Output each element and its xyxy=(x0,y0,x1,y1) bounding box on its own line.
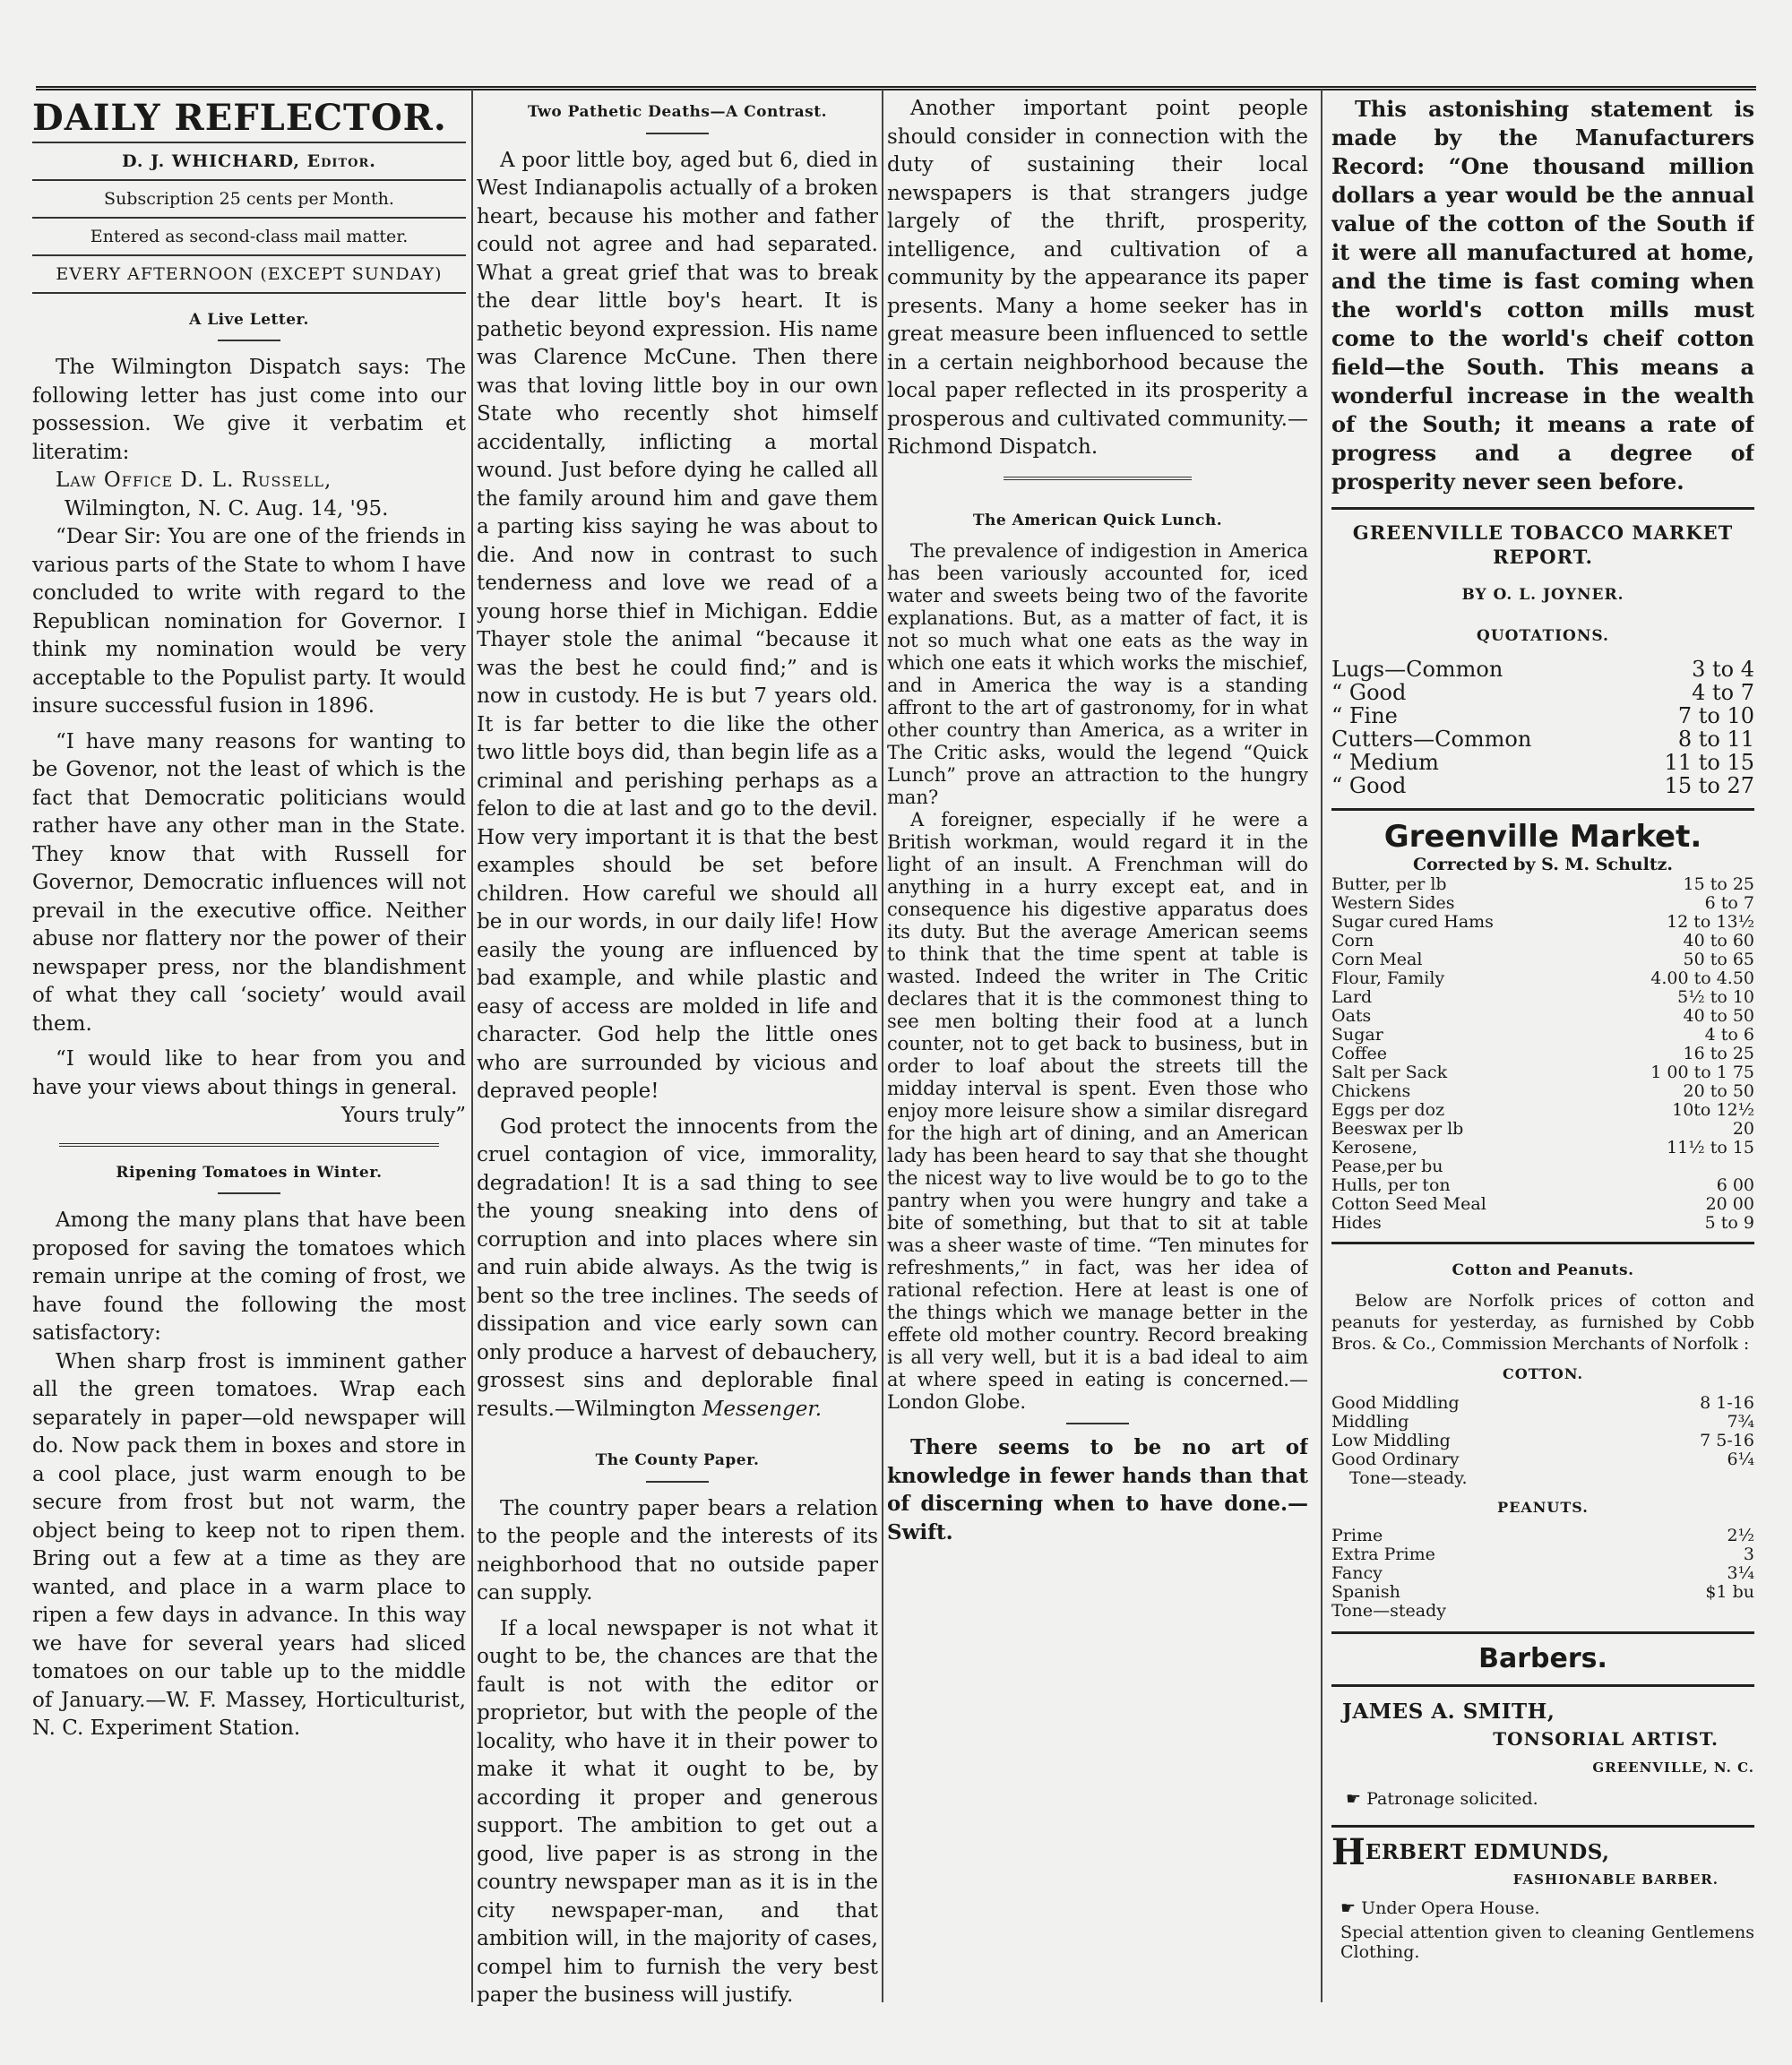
cotton-label: COTTON. xyxy=(1502,1365,1584,1382)
price-label: Prime xyxy=(1331,1526,1383,1545)
price-label: “ Medium xyxy=(1331,750,1439,775)
county-paper-p1: The country paper bears a relation to the people and the interests of its neighborhood that no outside paper can supply. xyxy=(477,1496,878,1605)
price-row xyxy=(1331,1026,1754,1045)
price-row xyxy=(1331,1195,1754,1214)
section-rule xyxy=(1331,1684,1754,1687)
barbers-title: Barbers. xyxy=(1478,1643,1607,1674)
price-row xyxy=(1331,1527,1754,1545)
price-label: Sugar cured Hams xyxy=(1331,911,1494,932)
price-value: 7 to 10 xyxy=(1677,703,1754,728)
masthead-subscription: Subscription 25 cents per Month. xyxy=(32,179,466,217)
price-value: 6¼ xyxy=(1727,1449,1754,1469)
price-row xyxy=(1331,1045,1754,1063)
ad1-note-line xyxy=(1331,1785,1754,1814)
price-row xyxy=(1331,1450,1754,1469)
masthead-schedule: EVERY AFTERNOON (EXCEPT SUNDAY) xyxy=(32,254,466,294)
short-rule xyxy=(1066,1423,1129,1424)
price-label: Coffee xyxy=(1331,1043,1387,1063)
price-row xyxy=(1331,1120,1754,1139)
price-row xyxy=(1331,894,1754,913)
price-label: “ Fine xyxy=(1331,703,1398,728)
price-row xyxy=(1331,875,1754,894)
column-2 xyxy=(477,95,878,2011)
cotton-tone: Tone—steady. xyxy=(1349,1467,1468,1488)
price-row xyxy=(1331,1063,1754,1082)
price-row xyxy=(1331,1101,1754,1120)
quick-lunch-headline: The American Quick Lunch. xyxy=(972,511,1223,529)
ad1-town: GREENVILLE, N. C. xyxy=(1592,1759,1754,1776)
price-value: 15 to 25 xyxy=(1683,873,1754,894)
price-value: 16 to 25 xyxy=(1683,1043,1754,1063)
price-value: 12 to 13½ xyxy=(1667,911,1754,932)
price-label: Western Sides xyxy=(1331,892,1455,913)
price-label: Beeswax per lb xyxy=(1331,1118,1464,1139)
price-value: 5½ to 10 xyxy=(1677,986,1754,1007)
price-value: 6 to 7 xyxy=(1704,892,1754,913)
live-letter-p3: “I have many reasons for wanting to be Govenor, not the least of which is the fact that Democratic politicians would rather have any other man in the State. They know that with Russell for Governor, Democratic influences will not prevail in the executive office. Neither abuse nor flattery nor the power of their newspaper press, nor the blandishment of what they call ‘society’ would avail them. xyxy=(32,729,466,1036)
market-table xyxy=(1331,875,1754,1233)
price-row xyxy=(1331,969,1754,988)
section-rule xyxy=(1331,808,1754,811)
price-value: 20 00 xyxy=(1705,1193,1754,1214)
price-value: 10to 12½ xyxy=(1672,1099,1754,1120)
section-rule xyxy=(1331,507,1754,510)
masthead-editor: D. J. WHICHARD, Editor. xyxy=(32,142,466,179)
price-label: “ Good xyxy=(1331,680,1407,705)
price-row xyxy=(1331,1564,1754,1583)
column-rule xyxy=(1321,90,1322,2002)
ad2-title: FASHIONABLE BARBER. xyxy=(1512,1871,1719,1888)
price-label: Pease,per bu xyxy=(1331,1156,1443,1176)
masthead-mail: Entered as second-class mail matter. xyxy=(32,217,466,254)
column-rule xyxy=(471,90,473,2002)
cotton-statement: This astonishing statement is made by the Manufacturers Record: “One thousand million dollars a year would be the annual value of the cotton of the South if it were all manufactured at home, and the time is fast coming when the world's cotton mills must come to the world's cheif cotton field—the South. This means a wonderful increase in the wealth of the South; it means a rate of progress and a degree of prosperity never seen before. xyxy=(1331,96,1754,495)
tomatoes-p1: Among the many plans that have been proposed for saving the tomatoes which remain unripe at the coming of frost, we have found the following the most satisfactory: xyxy=(32,1209,466,1345)
price-label: “ Good xyxy=(1331,773,1407,798)
price-row xyxy=(1331,658,1754,681)
price-value: 40 to 50 xyxy=(1683,1005,1754,1026)
pathetic-source: Messenger. xyxy=(702,1397,823,1421)
price-label: Corn xyxy=(1331,930,1374,951)
hand-pointer-icon: ☛ xyxy=(1346,1789,1367,1809)
price-label: Butter, per lb xyxy=(1331,873,1447,894)
market-corrected: Corrected by S. M. Schultz. xyxy=(1412,854,1674,874)
price-label: Cutters—Common xyxy=(1331,727,1532,752)
live-letter-p1: The Wilmington Dispatch says: The following letter has just come into our possession. We give it verbatim et literatim: xyxy=(32,356,466,464)
live-letter-p4: “I would like to hear from you and have your views about things in general. xyxy=(32,1047,466,1099)
price-value: 11 to 15 xyxy=(1664,750,1754,775)
section-rule xyxy=(1331,1631,1754,1634)
tomatoes-headline: Ripening Tomatoes in Winter. xyxy=(116,1163,383,1182)
price-value: 4.00 to 4.50 xyxy=(1650,968,1754,988)
price-label: Hulls, per ton xyxy=(1331,1174,1451,1195)
price-row xyxy=(1331,1139,1754,1157)
price-label: Fancy xyxy=(1331,1563,1383,1583)
price-value: 3 to 4 xyxy=(1692,657,1754,682)
double-rule xyxy=(1004,477,1192,480)
short-rule xyxy=(646,133,709,134)
ad2-name: ERBERT EDMUNDS, xyxy=(1365,1839,1610,1864)
price-label: Spanish xyxy=(1331,1582,1400,1602)
ad2-heading xyxy=(1331,1831,1754,1873)
price-value: 20 to 50 xyxy=(1683,1080,1754,1101)
column-4 xyxy=(1331,95,1754,2011)
county-paper-p3: Another important point people should consider in connection with the duty of sustaining their local newspapers is that strangers judge largely of the thrift, prosperity, intelligence, and cultivation of a community by the appearance its paper presents. Many a home seeker has in great measure been influenced to settle in a certain neighborhood because the local paper reflected in its prosperity a prosperous and cultivated community.—Richmond Dispatch. xyxy=(887,97,1308,459)
live-letter-dateline: Wilmington, N. C. Aug. 14, '95. xyxy=(65,496,389,521)
pathetic-headline: Two Pathetic Deaths—A Contrast. xyxy=(528,103,827,121)
price-row xyxy=(1331,774,1754,797)
price-row xyxy=(1331,1214,1754,1233)
price-label: Salt per Sack xyxy=(1331,1062,1448,1082)
price-label: Low Middling xyxy=(1331,1430,1451,1450)
price-label: Middling xyxy=(1331,1411,1409,1432)
price-row xyxy=(1331,932,1754,951)
masthead-title: DAILY REFLECTOR. xyxy=(32,97,447,139)
price-value: 4 to 7 xyxy=(1692,680,1754,705)
cotton-peanuts-headline: Cotton and Peanuts. xyxy=(1452,1261,1634,1279)
live-letter-office: Law Office D. L. Russell, xyxy=(56,469,332,492)
ad1-name: JAMES A. SMITH, xyxy=(1342,1699,1555,1724)
column-3-body xyxy=(887,95,1308,2011)
price-label: Lugs—Common xyxy=(1331,657,1503,682)
price-row xyxy=(1331,751,1754,774)
live-letter-p2: “Dear Sir: You are one of the friends in various parts of the State to whom I have concluded to write with regard to the Republican nomination for Governor. I think my nomination would be very acceptable to the Populist party. It would insure successful fusion in 1896. xyxy=(32,525,466,718)
price-row xyxy=(1331,727,1754,751)
price-label: Corn Meal xyxy=(1331,949,1423,969)
price-row xyxy=(1331,1082,1754,1101)
price-label: Lard xyxy=(1331,986,1373,1007)
price-row xyxy=(1331,1413,1754,1432)
live-letter-closing: Yours truly” xyxy=(340,1104,466,1127)
peanut-tone: Tone—steady xyxy=(1331,1601,1446,1621)
price-value: 15 to 27 xyxy=(1664,773,1754,798)
price-label: Good Middling xyxy=(1331,1392,1460,1413)
ad1-title: TONSORIAL ARTIST. xyxy=(1493,1728,1719,1750)
column-rule xyxy=(882,90,883,2002)
column-1 xyxy=(32,95,466,2011)
tomatoes-p2: When sharp frost is imminent gather all the green tomatoes. Wrap each separately in paper—old newspaper will do. Now pack them in boxes and store in a cool place, just warm enough to be secure from frost but not warm, the object being to keep not to ripen them. Bring out a few at a time as they are wanted, and place in a warm place to ripen a few days in advance. In this way we have for several years had sliced tomatoes on our table up to the middle of January.—W. F. Massey, Horticulturist, N. C. Experiment Station. xyxy=(32,1349,466,1740)
tobacco-by: BY O. L. JOYNER. xyxy=(1461,586,1624,604)
cotton-table xyxy=(1331,1394,1754,1469)
peanut-table xyxy=(1331,1527,1754,1602)
price-row xyxy=(1331,1176,1754,1195)
price-label: Cotton Seed Meal xyxy=(1331,1193,1486,1214)
price-value: 20 xyxy=(1732,1118,1754,1139)
price-label: Oats xyxy=(1331,1005,1372,1026)
price-value: 3¼ xyxy=(1727,1563,1754,1583)
market-title: Greenville Market. xyxy=(1383,819,1702,855)
price-value: 8 1-16 xyxy=(1700,1392,1754,1413)
tobacco-title: GREENVILLE TOBACCO MARKET REPORT. xyxy=(1352,521,1734,568)
price-row xyxy=(1331,913,1754,932)
price-label: Sugar xyxy=(1331,1024,1383,1045)
price-row xyxy=(1331,704,1754,727)
price-label: Chickens xyxy=(1331,1080,1411,1101)
price-value: 2½ xyxy=(1727,1526,1754,1545)
price-row xyxy=(1331,1157,1754,1176)
ad2-initial: H xyxy=(1331,1831,1366,1873)
price-row xyxy=(1331,1583,1754,1602)
double-rule xyxy=(59,1143,439,1147)
section-rule xyxy=(1331,1242,1754,1244)
hand-pointer-icon: ☛ xyxy=(1340,1897,1362,1918)
pathetic-p2 xyxy=(477,1114,878,1424)
top-rule xyxy=(36,86,1756,90)
price-row xyxy=(1331,1545,1754,1564)
price-row xyxy=(1331,1432,1754,1450)
live-letter-headline: A Live Letter. xyxy=(189,310,309,329)
price-row xyxy=(1331,1007,1754,1026)
price-value: 7¾ xyxy=(1727,1411,1754,1432)
pathetic-p1: A poor little boy, aged but 6, died in West Indianapolis actually of a broken heart, because his mother and father could not agree and had separated. What a great grief that was to break the dear little boy's heart. It is pathetic beyond expression. His name was Clarence McCune. Then there was that loving little boy in our own State who recently shot himself accidentally, inflicting a mortal wound. Just before dying he called all the family around him and gave them a parting kiss saying he was about to die. And now in contrast to such tenderness and love we read of a young horse thief in Michigan. Eddie Thayer stole the animal “because it was the best he could find;” and is now in custody. He is but 7 years old. It is far better to die like the other two little boys did, than begin life as a criminal and perishing perhaps as a felon to die at last and go to the devil. How very important it is that the best examples should be set before children. How careful we should all be in our words, in our daily life! How easily the young are influenced by bad example, and while plastic and easy of access are molded in life and character. God help the little ones who are surrounded by vicious and depraved people! xyxy=(477,148,878,1103)
price-label: Kerosene, xyxy=(1331,1137,1417,1157)
price-value: 11½ to 15 xyxy=(1667,1137,1754,1157)
price-value: 3 xyxy=(1743,1544,1754,1564)
ad2-location-line xyxy=(1331,1895,1754,1923)
price-value: 7 5-16 xyxy=(1700,1430,1754,1450)
short-rule xyxy=(218,340,280,341)
quick-lunch-p2: A foreigner, especially if he were a British workman, would regard it in the light of an insult. A Frenchman will do anything in a hurry except eat, and in consequence his digestive apparatus does its duty. But the average American seems to think that the time spent at table is wasted. Indeed the writer in The Critic declares that it is the commonest thing to see men bolting their food at a lunch counter, not to get back to business, but in order to loaf about the streets till the midday interval is spent. Even those who enjoy more leisure show a similar disregard for the high art of dining, and an American lady has been heard to say that she thought the nicest way to live would be to go to the pantry when you were hungry and take a bite of something, but that to sit at table was a sheer waste of time. “Ten minutes for refreshments,” in fact, was her idea of rational refection. Here at least is one of the things which we manage better in the effete old mother country. Record breaking is all very well, but it is a bad ideal to aim at where speed in eating is concerned.—London Globe. xyxy=(887,809,1308,1413)
ad1-note: Patronage solicited. xyxy=(1366,1789,1538,1809)
price-row xyxy=(1331,951,1754,969)
price-label: Eggs per doz xyxy=(1331,1099,1445,1120)
price-value: 8 to 11 xyxy=(1677,727,1754,752)
ad2-note: Special attention given to cleaning Gentlemens Clothing. xyxy=(1340,1923,1754,1962)
short-rule xyxy=(646,1481,709,1483)
price-label: Extra Prime xyxy=(1331,1544,1435,1564)
price-label: Hides xyxy=(1331,1212,1382,1233)
price-value: 50 to 65 xyxy=(1683,949,1754,969)
tobacco-table xyxy=(1331,658,1754,797)
price-value: 40 to 60 xyxy=(1683,930,1754,951)
short-rule xyxy=(218,1192,280,1194)
swift-quote: There seems to be no art of knowledge in fewer hands than that of discerning when to have done.—Swift. xyxy=(887,1435,1308,1544)
cotton-peanuts-intro: Below are Norfolk prices of cotton and peanuts for yesterday, as furnished by Cobb Bros. & Co., Commission Merchants of Norfolk : xyxy=(1331,1291,1754,1354)
price-value: 1 00 to 1 75 xyxy=(1650,1062,1754,1082)
price-value: 6 00 xyxy=(1716,1174,1754,1195)
peanuts-label: PEANUTS. xyxy=(1497,1498,1589,1516)
price-value: 4 to 6 xyxy=(1704,1024,1754,1045)
pathetic-p2-text: God protect the innocents from the cruel contagion of vice, immorality, degradation! It is a sad thing to see the young sneaking into dens of corruption and into places where sin and ruin abide always. As the twig is bent so the tree inclines. The seeds of dissipation and vice early sown can only produce a harvest of debauchery, grossest sins and deplorable final results.—Wilmington xyxy=(477,1114,878,1421)
tobacco-quotations: QUOTATIONS. xyxy=(1477,626,1609,645)
price-row xyxy=(1331,681,1754,704)
price-value: $1 bu xyxy=(1705,1582,1754,1602)
county-paper-p2: If a local newspaper is not what it ought to be, the chances are that the fault is not with the editor or proprietor, but with the people of the locality, who have it in their power to make it what it ought to be, by according it proper and generous support. The ambition to get out a good, live paper is as strong in the country newspaper man as it is in the city newspaper-man, and that ambition will, in the majority of cases, compel him to furnish the very best paper the business will justify. xyxy=(477,1616,878,2007)
ad2-location: Under Opera House. xyxy=(1361,1897,1540,1918)
county-paper-headline: The County Paper. xyxy=(595,1451,760,1469)
quick-lunch-p1: The prevalence of indigestion in America has been variously accounted for, iced water and sweets being two of the favorite explanations. But, as a matter of fact, it is not so much what one eats as the way in which one eats it which works the mischief, and in America the way is a standing affront to the art of gastronomy, for in what other country than America, as a writer in The Critic asks, would the legend “Quick Lunch” prove an attraction to the hungry man? xyxy=(887,540,1308,808)
price-value: 5 to 9 xyxy=(1704,1212,1754,1233)
price-row xyxy=(1331,1394,1754,1413)
price-row xyxy=(1331,988,1754,1007)
section-rule xyxy=(1331,1825,1754,1828)
price-label: Good Ordinary xyxy=(1331,1449,1460,1469)
price-label: Flour, Family xyxy=(1331,968,1445,988)
